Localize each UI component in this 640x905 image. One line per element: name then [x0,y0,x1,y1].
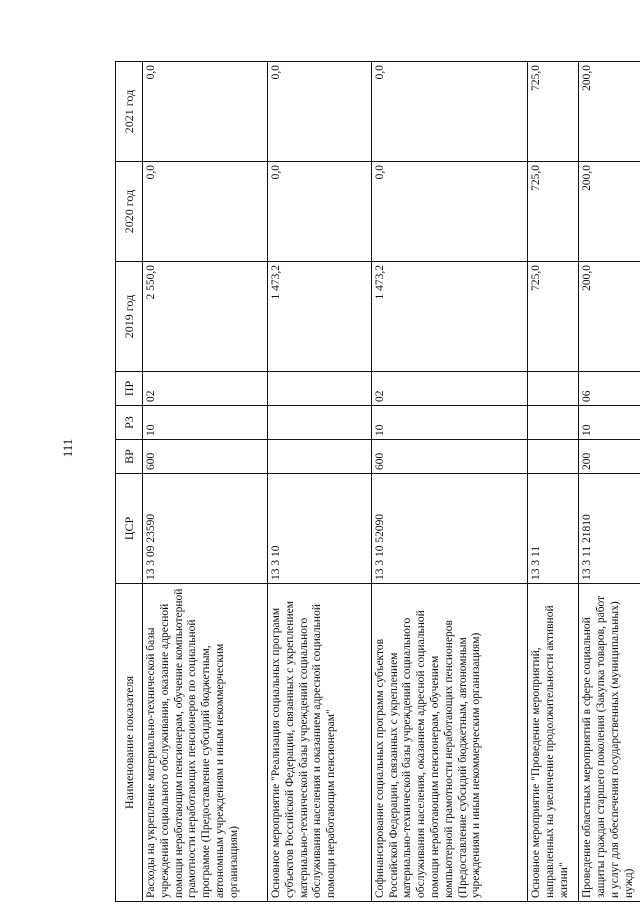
header-2019: 2019 год [116,262,143,372]
row-csr: 13 3 11 21810 [579,474,640,584]
table-row [267,62,371,902]
row-name: Основное мероприятие "Проведение мероприятий, направленных на увеличение продолжительности активной жизни" [528,584,579,902]
row-name: Основное мероприятие "Реализация социальных программ субъектов Российской Федерации, связанных с укреплением материально-технической базы учреждений социального обслуживания населения и оказанием адресной социальной помощи неработающим пенсионерам" [267,584,371,902]
row-pr: 06 [579,372,640,406]
row-rz: 10 [371,406,528,440]
row-csr: 13 3 10 52090 [371,474,528,584]
row-pr [267,372,371,406]
row-pr: 02 [371,372,528,406]
row-2020: 725,0 [528,162,579,262]
table-header-row [116,62,143,902]
row-2020: 0,0 [143,162,268,262]
table-row [528,62,579,902]
row-name: Проведение областных мероприятий в сфере социальной защиты граждан старшего поколения (Закупка товаров, работ и услуг для обеспечения государственных (муниципальных) нужд) [579,584,640,902]
row-2021: 0,0 [143,62,268,162]
row-vr: 600 [143,440,268,474]
row-csr: 13 3 11 [528,474,579,584]
row-csr: 13 3 10 [267,474,371,584]
table-row [579,62,640,902]
row-2019: 1 473,2 [267,262,371,372]
page-number: 111 [60,438,75,458]
row-name: Софинансирование социальных программ субъектов Российской Федерации, связанных с укреплением материально-технической базы учреждений социального обслуживания населения, оказанием адресной социальной помощи неработающим пенсионерам, обучением компьютерной грамотности неработающих пенсионеров (Предоставление субсидий бюджетным, автономным учреждениям и иным некоммерческим организациям) [371,584,528,902]
row-2021: 0,0 [371,62,528,162]
row-rz: 10 [579,406,640,440]
row-2019: 725,0 [528,262,579,372]
row-vr [267,440,371,474]
row-vr: 200 [579,440,640,474]
row-rz [267,406,371,440]
header-vr: ВР [116,440,143,474]
row-2021: 200,0 [579,62,640,162]
table-row [371,62,528,902]
header-csr: ЦСР [116,474,143,584]
row-2019: 1 473,2 [371,262,528,372]
header-pr: ПР [116,372,143,406]
row-2019: 200,0 [579,262,640,372]
header-name: Наименование показателя [116,584,143,902]
row-csr: 13 3 09 23590 [143,474,268,584]
row-rz: 10 [143,406,268,440]
row-2020: 0,0 [267,162,371,262]
rotated-table-wrapper [115,62,640,902]
row-pr [528,372,579,406]
row-name: Расходы на укрепление материально-технической базы учреждений социального обслуживания, оказание адресной помощи неработающим пенсионерам, обучение компьютерной грамотности неработающих пенсионеров по социальной программе (Предоставление субсидий бюджетным, автономным учреждениям и иным некоммерческим организациям) [143,584,268,902]
row-2021: 725,0 [528,62,579,162]
row-2019: 2 550,0 [143,262,268,372]
header-rz: РЗ [116,406,143,440]
row-pr: 02 [143,372,268,406]
header-2021: 2021 год [116,62,143,162]
header-2020: 2020 год [116,162,143,262]
row-vr: 600 [371,440,528,474]
row-vr [528,440,579,474]
row-2020: 0,0 [371,162,528,262]
budget-table [115,61,640,902]
row-2021: 0,0 [267,62,371,162]
row-rz [528,406,579,440]
row-2020: 200,0 [579,162,640,262]
table-row [143,62,268,902]
